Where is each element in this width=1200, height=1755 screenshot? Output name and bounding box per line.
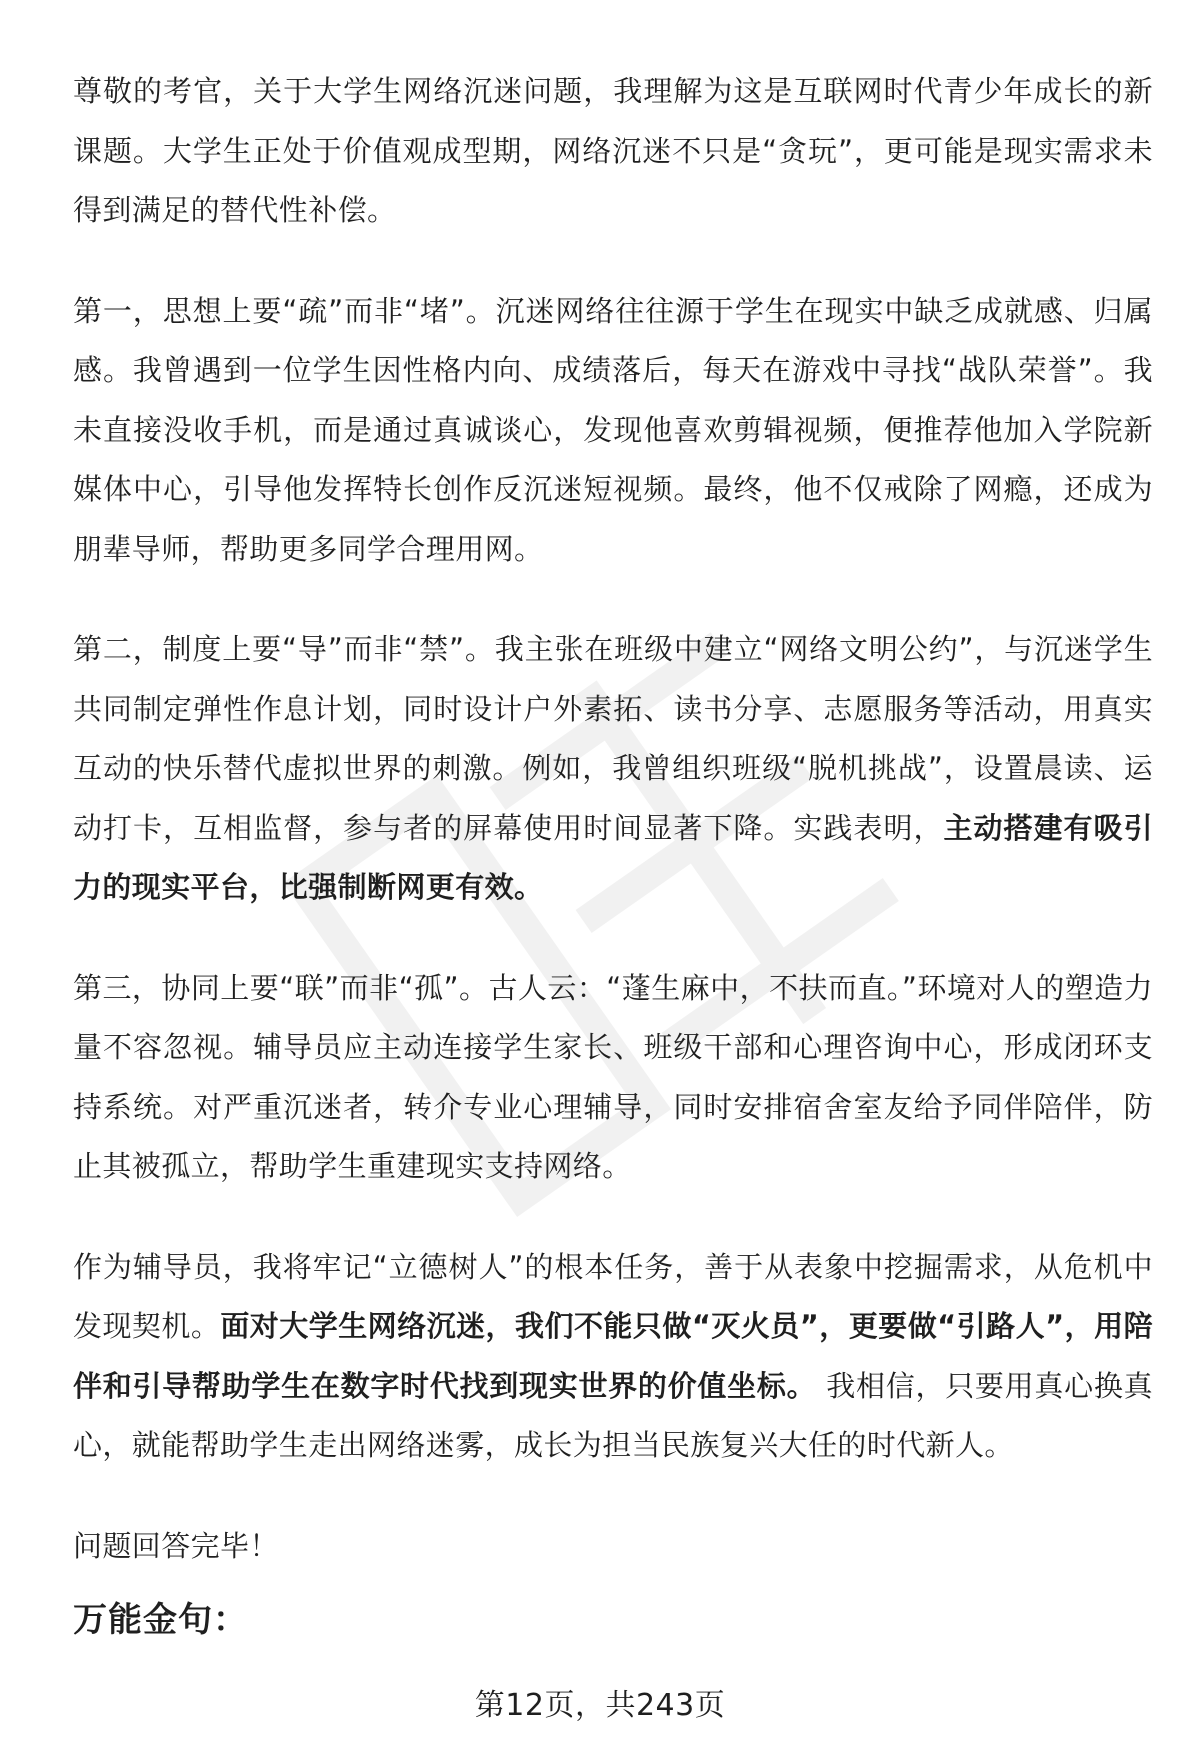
section-heading: 万能金句： [73, 1600, 248, 1640]
emphasis-text: 主动搭建有吸引力的现实平台，比强制断网更有效。 [73, 810, 1153, 904]
body-text: 第一，思想上要“疏”而非“堵”。沉迷网络往往源于学生在现实中缺乏成就感、归属感。我曾遇到一位学生因性格内向、成绩落后，每天在游戏中寻找“战队荣誉”。我未直接没收手机，而是通过真诚谈心，发现他喜欢剪辑视频，便推荐他加入学院新媒体中心，引导他发挥特长创作反沉迷短视频。最终，他不仅戒除了网瘾，还成为朋辈导师，帮助更多同学合理用网。 [73, 293, 1153, 566]
body-text: 作为辅导员，我将牢记“立德树人”的根本任务，善于从表象中挖掘需求，从危机中发现契机。 [73, 1249, 1153, 1343]
answer-body [73, 62, 1153, 1617]
body-text: 我相信，只要用真心换真心，就能帮助学生走出网络迷雾，成长为担当民族复兴大任的时代新人。 [73, 1368, 1153, 1462]
page-number: 第12页，共243页 [474, 1688, 726, 1723]
emphasis-text: 面对大学生网络沉迷，我们不能只做“灭火员”，更要做“引路人”，用陪伴和引导帮助学生在数字时代找到现实世界的价值坐标。 [73, 1309, 1153, 1403]
body-text: 问题回答完毕！ [73, 1528, 279, 1563]
paragraph-third-point [73, 959, 1153, 1197]
body-text: 第二，制度上要“导”而非“禁”。我主张在班级中建立“网络文明公约”，与沉迷学生共同制定弹性作息计划，同时设计户外素拓、读书分享、志愿服务等活动，用真实互动的快乐替代虚拟世界的刺激。例如，我曾组织班级“脱机挑战”，设置晨读、运动打卡，互相监督，参与者的屏幕使用时间显著下降。实践表明， [73, 632, 1153, 845]
paragraph-first-point [73, 282, 1153, 580]
paragraph-conclusion [73, 1238, 1153, 1476]
paragraph-intro [73, 62, 1153, 241]
paragraph-closing [73, 1517, 1153, 1577]
body-text: 尊敬的考官，关于大学生网络沉迷问题，我理解为这是互联网时代青少年成长的新课题。大学生正处于价值观成型期，网络沉迷不只是“贪玩”，更可能是现实需求未得到满足的替代性补偿。 [73, 74, 1153, 227]
paragraph-second-point [73, 620, 1153, 918]
body-text: 第三，协同上要“联”而非“孤”。古人云：“蓬生麻中，不扶而直。”环境对人的塑造力量不容忽视。辅导员应主动连接学生家长、班级干部和心理咨询中心，形成闭环支持系统。对严重沉迷者，转介专业心理辅导，同时安排宿舍室友给予同伴陪伴，防止其被孤立，帮助学生重建现实支持网络。 [73, 970, 1153, 1183]
